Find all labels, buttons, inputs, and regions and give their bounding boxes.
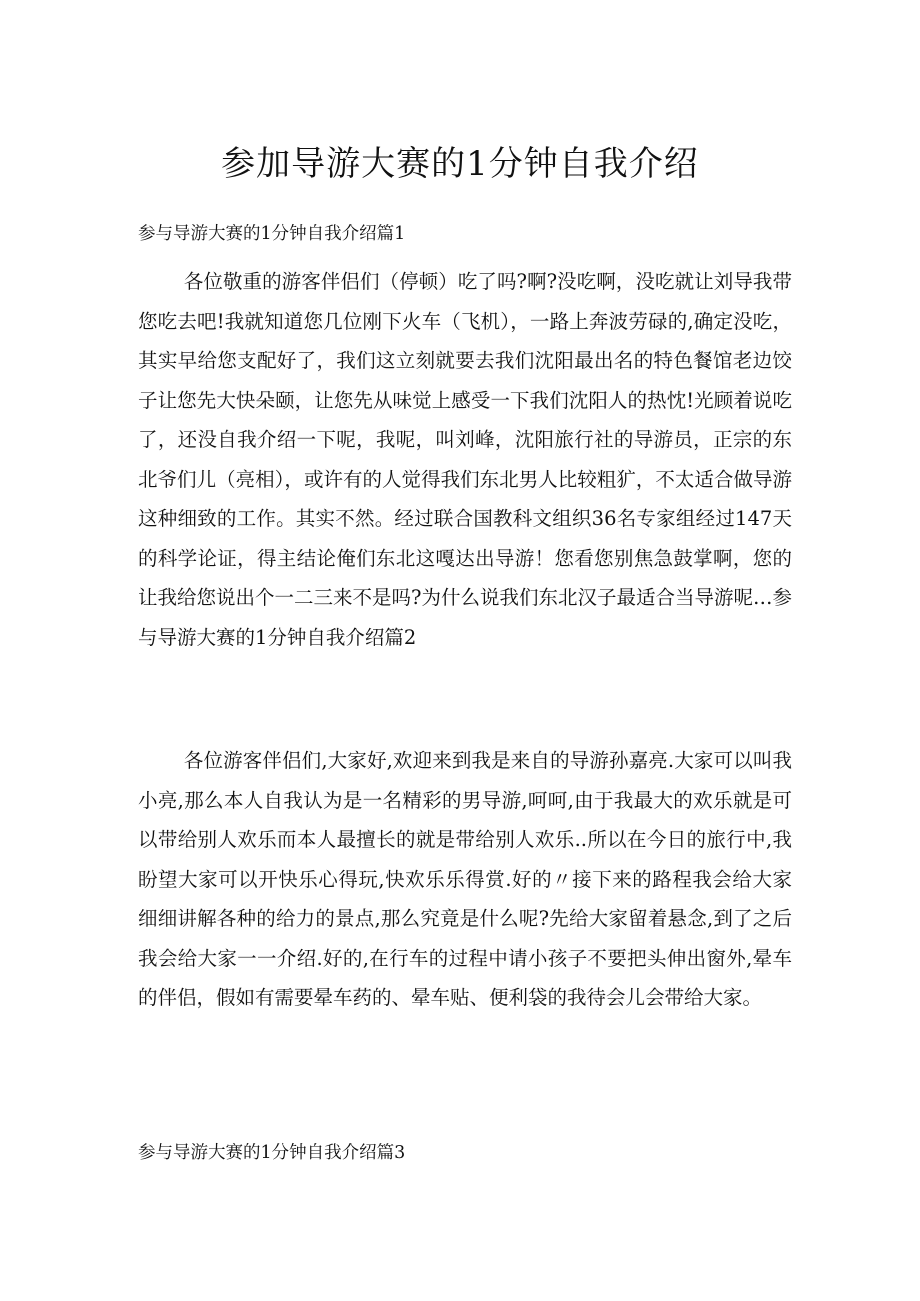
document-title: 参加导游大赛的1分钟自我介绍: [221, 144, 699, 184]
section-heading-1: 参与导游大赛的1分钟自我介绍篇1: [138, 224, 406, 244]
body-paragraph-1: 各位敬重的游客伴侣们（停顿）吃了吗?啊?没吃啊，没吃就让刘导我带您吃去吧!我就知道您几位刚下火车（飞机），一路上奔波劳碌的,确定没吃，其实早给您支配好了，我们这立刻就要去我们沈阳最出名的特色餐馆老边饺子让您先大快朵颐，让您先从味觉上感受一下我们沈阳人的热忱!光顾着说吃了，还没自我介绍一下呢，我呢，叫刘峰，沈阳旅行社的导游员，正宗的东北爷们儿（亮相），或许有的人觉得我们东北男人比较粗犷，不太适合做导游这种细致的工作。其实不然。经过联合国教科文组织36名专家组经过147天的科学论证，得主结论俺们东北这嘎达出导游！您看您别焦急鼓掌啊，您的让我给您说出个一二三来不是吗?为什么说我们东北汉子最适合当导游呢…参与导游大赛的1分钟自我介绍篇2: [138, 270, 792, 649]
body-paragraph-2: 各位游客伴侣们,大家好,欢迎来到我是来自的导游孙嘉亮.大家可以叫我小亮,那么本人自我认为是一名精彩的男导游,呵呵,由于我最大的欢乐就是可以带给别人欢乐而本人最擅长的就是带给别人欢乐..所以在今日的旅行中,我盼望大家可以开快乐心得玩,快欢乐乐得赏.好的〃接下来的路程我会给大家细细讲解各种的给力的景点,那么究竟是什么呢?先给大家留着悬念,到了之后我会给大家一一介绍.好的,在行车的过程中请小孩子不要把头伸出窗外,晕车的伴侣，假如有需要晕车药的、晕车贴、便利袋的我待会儿会带给大家。: [138, 749, 792, 1009]
section-heading-3: 参与导游大赛的1分钟自我介绍篇3: [138, 1143, 406, 1163]
